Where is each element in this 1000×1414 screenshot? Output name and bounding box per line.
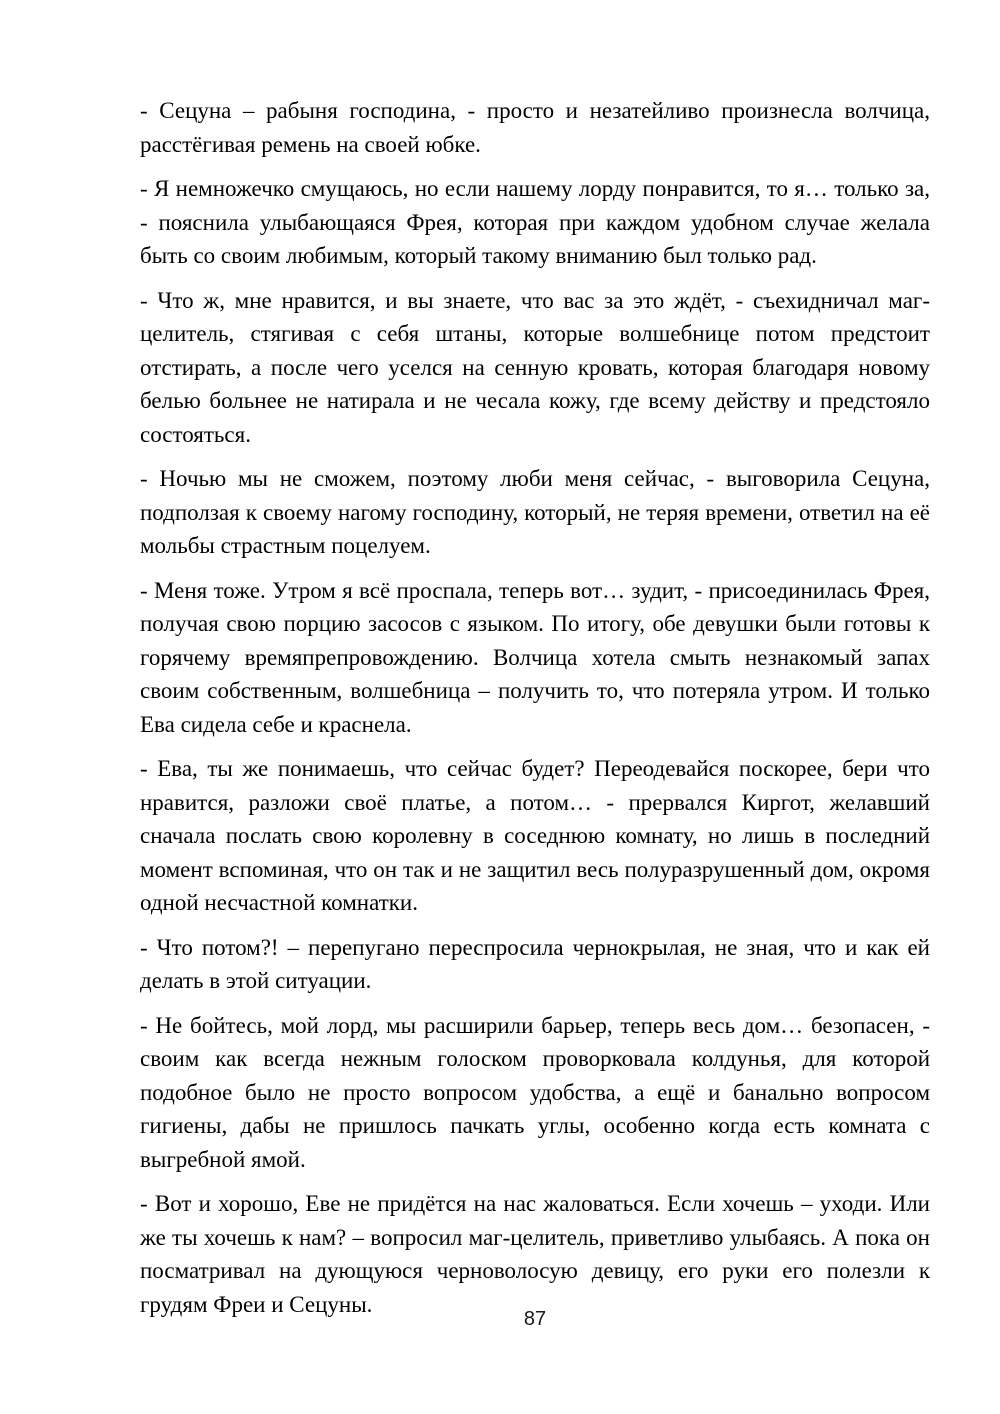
page-number: 87 [523,1308,547,1330]
text-block [140,94,930,1332]
paragraph-8: - Не бойтесь, мой лорд, мы расширили барьер, теперь весь дом… безопасен, - своим как всегда нежным голоском проворковала колдунья, для которой подобное было не просто вопросом удобства, а ещё и банально вопросом гигиены, дабы не пришлось пачкать углы, особенно когда есть комната с выгребной ямой. [140,1012,930,1172]
paragraph-1: - Сецуна – рабыня господина, - просто и незатейливо произнесла волчица, расстёгивая ремень на своей юбке. [140,98,930,157]
paragraph-6: - Ева, ты же понимаешь, что сейчас будет? Переодевайся поскорее, бери что нравится, разложи своё платье, а потом… - прервался Киргот, желавший сначала послать свою королевну в соседнюю комнату, но лишь в последний момент вспоминая, что он так и не защитил весь полуразрушенный дом, окромя одной несчастной комнатки. [140,756,930,915]
paragraph-3: - Что ж, мне нравится, и вы знаете, что вас за это ждёт, - съехидничал маг-целитель, стягивая с себя штаны, которые волшебнице потом предстоит отстирать, а после чего уселся на сенную кровать, которая благодаря новому белью больнее не натирала и не чесала кожу, где всему действу и предстояло состояться. [140,287,930,447]
paragraph-5: - Меня тоже. Утром я всё проспала, теперь вот… зудит, - присоединилась Фрея, получая свою порцию засосов с языком. По итогу, обе девушки были готовы к горячему времяпрепровождению. Волчица хотела смыть незнакомый запах своим собственным, волшебница – получить то, что потеряла утром. И только Ева сидела себе и краснела. [140,577,930,737]
paragraph-9: - Вот и хорошо, Еве не придётся на нас жаловаться. Если хочешь – уходи. Или же ты хочешь к нам? – вопросил маг-целитель, приветливо улыбаясь. А пока он посматривал на дующуюся черноволосую девицу, его руки его полезли к грудям Фреи и Сецуны. [140,1191,930,1317]
paragraph-7: - Что потом?! – перепугано переспросила чернокрылая, не зная, что и как ей делать в этой ситуации. [140,934,930,993]
paragraph-2: - Я немножечко смущаюсь, но если нашему лорду понравится, то я… только за, - пояснила улыбающаяся Фрея, которая при каждом удобном случае желала быть со своим любимым, который такому вниманию был только рад. [140,176,930,268]
paragraph-4: - Ночью мы не сможем, поэтому люби меня сейчас, - выговорила Сецуна, подползая к своему нагому господину, который, не теряя времени, ответил на её мольбы страстным поцелуем. [140,466,930,558]
